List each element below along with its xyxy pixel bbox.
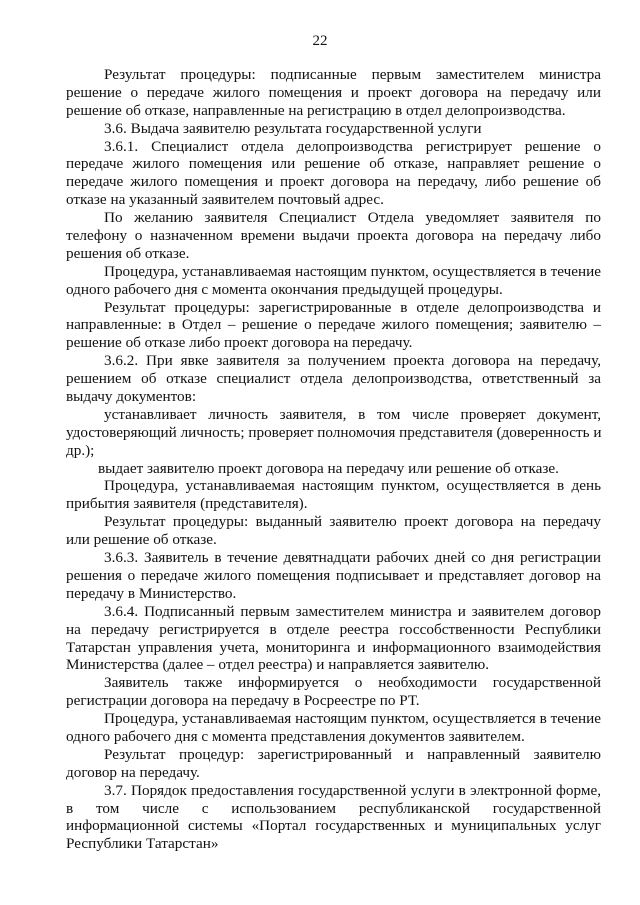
text-line: удостоверяющий личность; проверяет полномочия представителя (доверенность и xyxy=(66,423,602,441)
text-line: Результат процедуры: подписанные первым заместителем министра xyxy=(104,66,601,83)
text-line: 3.6. Выдача заявителю результата государственной услуги xyxy=(104,119,482,137)
text-line: одного рабочего дня с момента окончания предыдущей процедуры. xyxy=(66,280,503,298)
text-line: Результат процедур: зарегистрированный и направленный заявителю xyxy=(104,745,601,763)
text-line: регистрации договора на передачу в Росреестре по РТ. xyxy=(66,692,420,710)
text-line: решение об отказе либо проект договора на передачу. xyxy=(66,334,413,352)
text-line: решения о передаче жилого помещения подписывает и представляет договор на xyxy=(66,566,601,584)
text-line: информационной системы «Портал государственных и муниципальных услуг xyxy=(66,817,601,835)
text-line: решением об отказе специалист отдела делопроизводства, ответственный за xyxy=(66,370,601,388)
text-line: в том числе с использованием республиканской государственной xyxy=(66,799,601,817)
text-line: 3.6.2. При явке заявителя за получением проекта договора на передачу, xyxy=(104,352,601,370)
text-line: решение об отказе, направленные на регистрацию в отдел делопроизводства. xyxy=(66,101,566,119)
text-line: Процедура, устанавливаемая настоящим пунктом, осуществляется в течение xyxy=(104,710,601,728)
text-line: Процедура, устанавливаемая настоящим пунктом, осуществляется в течение xyxy=(104,262,601,280)
text-line: Результат процедуры: выданный заявителю проект договора на передачу xyxy=(104,513,601,531)
text-line: направленные: в Отдел – решение о передаче жилого помещения; заявителю – xyxy=(66,316,601,334)
text-line: др.); xyxy=(66,441,95,459)
text-line: Заявитель также информируется о необходимости государственной xyxy=(104,674,601,692)
text-line: 3.6.1. Специалист отдела делопроизводства регистрирует решение о xyxy=(104,137,601,155)
text-line: Республики Татарстан» xyxy=(66,835,219,853)
text-line: 3.6.3. Заявитель в течение девятнадцати рабочих дней со дня регистрации xyxy=(104,549,601,567)
text-line: телефону о назначенном времени выдачи проекта договора на передачу либо xyxy=(66,227,601,245)
text-line: прибытия заявителя (представителя). xyxy=(66,495,308,513)
text-line: или решение об отказе. xyxy=(66,531,217,549)
text-line: одного рабочего дня с момента представления документов заявителем. xyxy=(66,727,525,745)
text-line: на передачу регистрируется в отделе реестра госсобственности Республики xyxy=(66,620,601,638)
page-number: 22 xyxy=(312,33,328,49)
text-line: Татарстан управления учета, мониторинга и информационного взаимодействия xyxy=(66,638,601,656)
text-line: выдает заявителю проект договора на передачу или решение об отказе. xyxy=(98,459,559,477)
text-line: передачу в Министерство. xyxy=(66,584,237,602)
document-body xyxy=(66,66,601,853)
text-line: Результат процедуры: зарегистрированные в отделе делопроизводства и xyxy=(104,298,601,316)
text-line: выдачу документов: xyxy=(66,388,197,406)
text-line: договор на передачу. xyxy=(66,763,200,781)
text-line: 3.7. Порядок предоставления государственной услуги в электронной форме, xyxy=(104,781,601,799)
text-line: По желанию заявителя Специалист Отдела уведомляет заявителя по xyxy=(104,209,601,227)
text-line: решения об отказе. xyxy=(66,244,190,262)
text-line: устанавливает личность заявителя, в том числе проверяет документ, xyxy=(104,405,601,423)
text-line: передаче жилого помещения или решение об отказе, направляет решение о xyxy=(66,155,601,173)
text-line: Процедура, устанавливаемая настоящим пунктом, осуществляется в день xyxy=(104,477,601,495)
text-line: отказе на указанный заявителем почтовый адрес. xyxy=(66,191,384,209)
text-line: Министерства (далее – отдел реестра) и направляется заявителю. xyxy=(66,656,490,674)
text-line: 3.6.4. Подписанный первым заместителем министра и заявителем договор xyxy=(104,602,601,620)
text-line: передаче жилого помещения и проект договора на передачу, либо решение об xyxy=(66,173,601,191)
text-line: решение о передаче жилого помещения и проект договора на передачу или xyxy=(66,83,601,101)
